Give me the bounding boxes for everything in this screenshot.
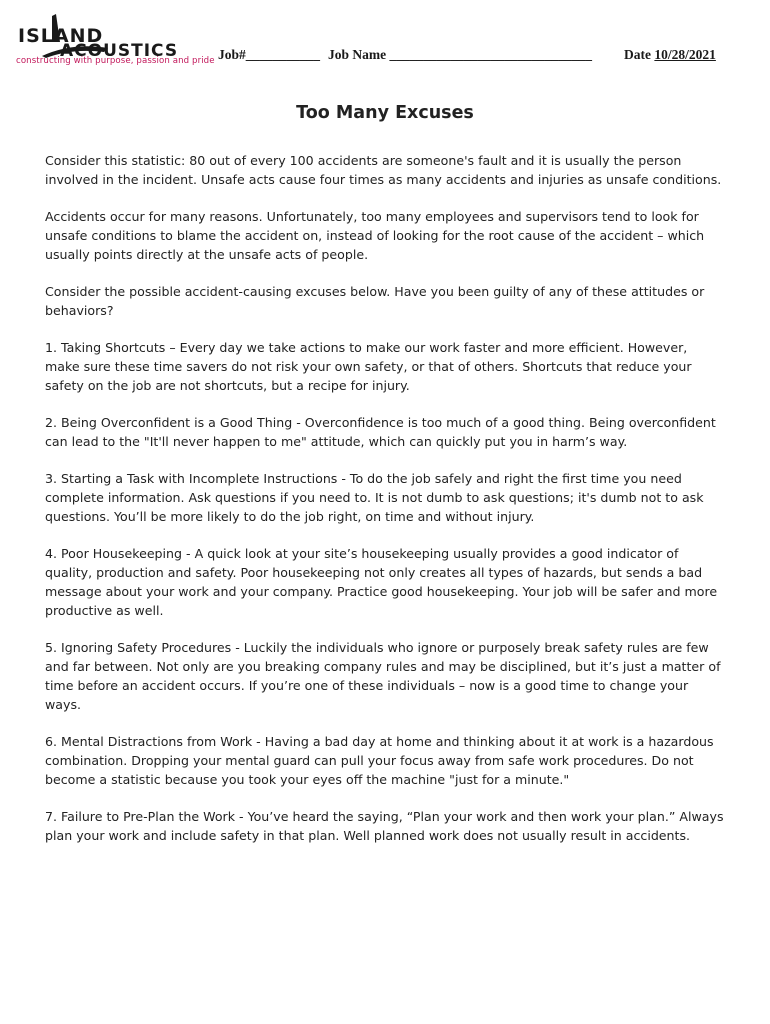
paragraph-overconfident: 2. Being Overconfident is a Good Thing - Overconfidence is too much of a good thing. Being overconfident can lead to the "It'll never happen to me" attitude, which can quickly put you in harm’s way. <box>45 415 716 449</box>
paragraph-mental-distractions: 6. Mental Distractions from Work - Having a bad day at home and thinking about it at work is a hazardous combination. Dropping your mental guard can pull your focus away from safe work procedures. Do not become a statistic because you took your eyes off the machine "just for a minute." <box>45 734 714 787</box>
date-value: 10/28/2021 <box>654 47 716 62</box>
paragraph-accident-reasons: Accidents occur for many reasons. Unfortunately, too many employees and supervisors tend to look for unsafe conditions to blame the accident on, instead of looking for the root cause of the accident – which usually points directly at the unsafe acts of people. <box>45 209 705 262</box>
paragraph-intro-statistic: Consider this statistic: 80 out of every 100 accidents are someone's fault and it is usually the person involved in the incident. Unsafe acts cause four times as many accidents and injuries as unsafe conditions. <box>45 153 722 187</box>
paragraph-incomplete-instructions: 3. Starting a Task with Incomplete Instructions - To do the job safely and right the first time you need complete information. Ask questions if you need to. It is not dumb to ask questions; it's dumb not to ask questions. You’ll be more likely to do the job right, on time and without injury. <box>45 471 704 524</box>
logo-text-line2: ACOUSTICS <box>60 41 179 61</box>
page-title: Too Many Excuses <box>296 103 474 123</box>
logo-tagline: constructing with purpose, passion and pride <box>16 56 215 66</box>
paragraph-failure-to-preplan: 7. Failure to Pre-Plan the Work - You’ve heard the saying, “Plan your work and then work your plan.” Always plan your work and include safety in that plan. Well planned work does not usually result in accidents. <box>45 809 724 843</box>
document-body <box>45 151 725 863</box>
job-name-field[interactable]: Job Name ______________________________ <box>328 47 592 62</box>
date-field[interactable] <box>624 47 716 63</box>
document-header <box>0 0 770 80</box>
date-label: Date <box>624 47 651 62</box>
paragraph-ignoring-procedures: 5. Ignoring Safety Procedures - Luckily the individuals who ignore or purposely break safety rules are few and far between. Not only are you breaking company rules and may be disciplined, but it’s just a matter of time before an accident occurs. If you’re one of these individuals – now is a good time to change your ways. <box>45 640 721 712</box>
paragraph-poor-housekeeping: 4. Poor Housekeeping - A quick look at your site’s housekeeping usually provides a good indicator of quality, production and safety. Poor housekeeping not only creates all types of hazards, but sends a bad message about your work and your company. Practice good housekeeping. Your job will be safer and more productive as well. <box>45 546 718 618</box>
job-number-field[interactable]: Job#___________ <box>218 47 321 62</box>
logo-text-line1: ISLAND <box>18 25 104 47</box>
paragraph-consider-excuses: Consider the possible accident-causing excuses below. Have you been guilty of any of these attitudes or behaviors? <box>45 284 705 318</box>
paragraph-taking-shortcuts: 1. Taking Shortcuts – Every day we take actions to make our work faster and more efficient. However, make sure these time savers do not risk your own safety, or that of others. Shortcuts that reduce your safety on the job are not shortcuts, but a recipe for injury. <box>45 340 692 393</box>
